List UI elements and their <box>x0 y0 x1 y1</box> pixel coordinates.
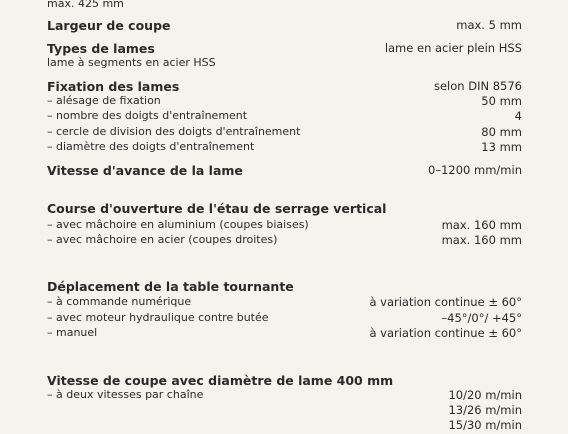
vitesse-coupe-row <box>0 373 568 389</box>
fixation-label: Fixation des lames <box>47 79 180 94</box>
vitesse-avance-value: 0–1200 mm/min <box>428 163 522 177</box>
course-item-value: max. 160 mm <box>441 233 522 247</box>
largeur-row <box>0 18 568 34</box>
course-item-label: – avec mâchoire en acier (coupes droites) <box>47 233 278 246</box>
top-cut-text: max. 425 mm <box>47 0 124 10</box>
course-item-value: max. 160 mm <box>441 218 522 232</box>
vitesse-coupe-value: 15/30 m/min <box>448 418 522 432</box>
deplacement-item <box>0 311 568 327</box>
largeur-label: Largeur de coupe <box>47 18 171 33</box>
deplacement-item-value: –45°/0°/ +45° <box>441 311 522 325</box>
vitesse-coupe-item <box>0 418 568 434</box>
fixation-value: selon DIN 8576 <box>433 79 522 93</box>
largeur-value: max. 5 mm <box>456 18 522 32</box>
types-row <box>0 41 568 57</box>
top-cut-row <box>0 0 568 13</box>
course-item-label: – avec mâchoire en aluminium (coupes biaises) <box>47 218 309 231</box>
fixation-item-value: 13 mm <box>481 140 522 154</box>
course-label: Course d'ouverture de l'étau de serrage vertical <box>47 201 387 216</box>
fixation-item <box>0 140 568 156</box>
deplacement-item-label: – manuel <box>47 326 98 339</box>
fixation-item-value: 50 mm <box>481 94 522 108</box>
deplacement-item <box>0 326 568 342</box>
course-item <box>0 233 568 249</box>
deplacement-item-label: – avec moteur hydraulique contre butée <box>47 311 269 324</box>
course-item <box>0 218 568 234</box>
vitesse-coupe-item <box>0 403 568 419</box>
vitesse-coupe-value: 13/26 m/min <box>448 403 522 417</box>
deplacement-label: Déplacement de la table tournante <box>47 279 294 294</box>
vitesse-coupe-item-label: – à deux vitesses par chaîne <box>47 388 204 401</box>
fixation-item-label: – cercle de division des doigts d'entraînement <box>47 125 301 138</box>
fixation-item-value: 4 <box>514 109 522 123</box>
deplacement-item-label: – à commande numérique <box>47 295 192 308</box>
vitesse-coupe-value: 10/20 m/min <box>448 388 522 402</box>
fixation-item-label: – alésage de fixation <box>47 94 161 107</box>
fixation-item <box>0 94 568 110</box>
fixation-row <box>0 79 568 95</box>
fixation-item-label: – nombre des doigts d'entraînement <box>47 109 248 122</box>
types-sub: lame à segments en acier HSS <box>47 56 216 69</box>
vitesse-coupe-label: Vitesse de coupe avec diamètre de lame 400 mm <box>47 373 394 388</box>
deplacement-row <box>0 279 568 295</box>
vitesse-avance-label: Vitesse d'avance de la lame <box>47 163 243 178</box>
course-row <box>0 201 568 217</box>
deplacement-item-value: à variation continue ± 60° <box>369 326 522 340</box>
deplacement-item <box>0 295 568 311</box>
deplacement-item-value: à variation continue ± 60° <box>369 295 522 309</box>
vitesse-avance-row <box>0 163 568 179</box>
types-label: Types de lames <box>47 41 155 56</box>
types-sub-row <box>0 56 568 72</box>
fixation-item <box>0 125 568 141</box>
fixation-item <box>0 109 568 125</box>
vitesse-coupe-item <box>0 388 568 404</box>
fixation-item-label: – diamètre des doigts d'entraînement <box>47 140 255 153</box>
types-value: lame en acier plein HSS <box>384 41 522 55</box>
fixation-item-value: 80 mm <box>481 125 522 139</box>
